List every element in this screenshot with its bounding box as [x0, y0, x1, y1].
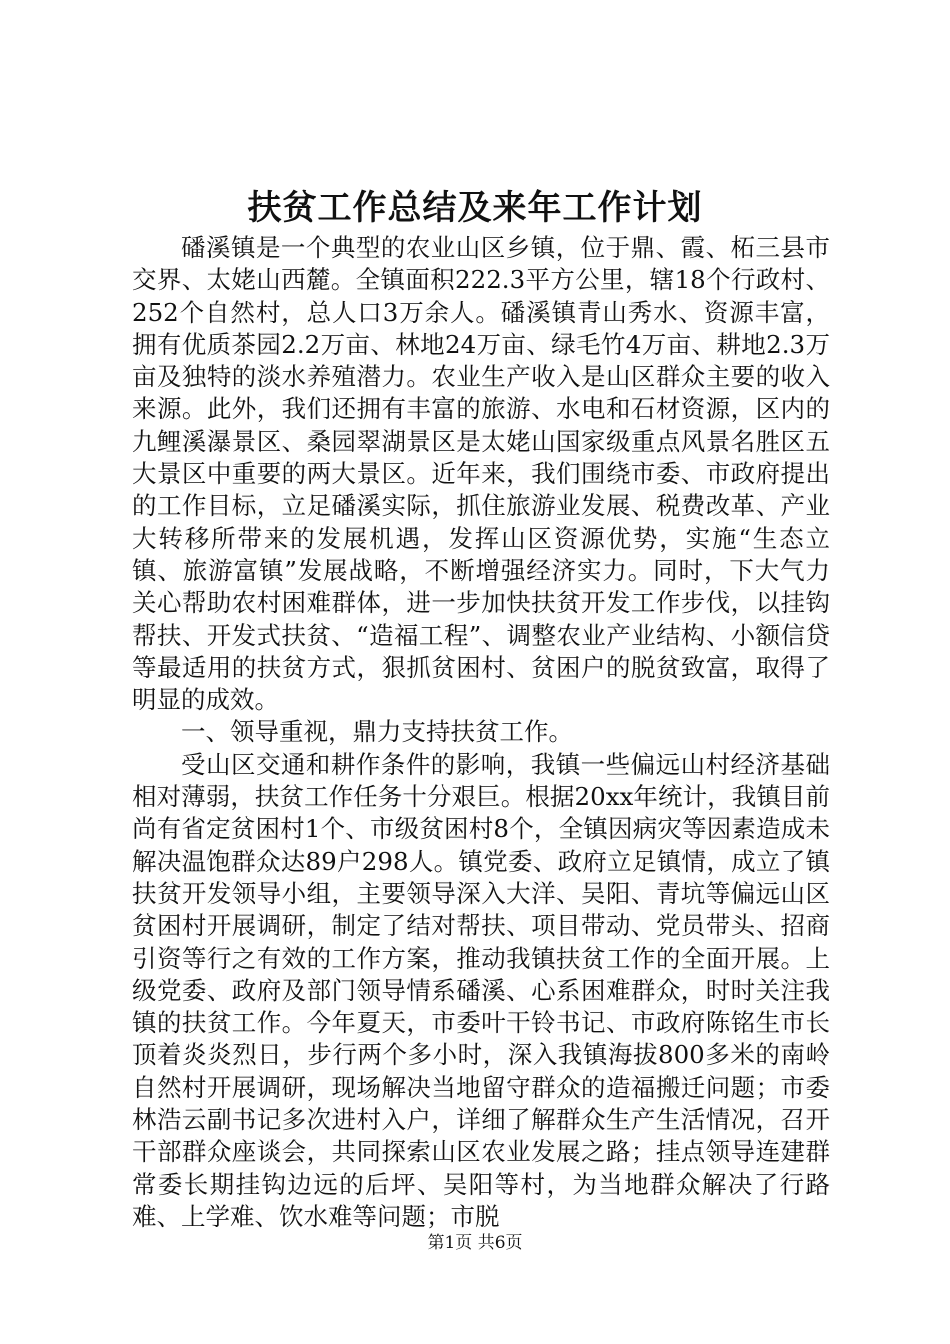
- section-heading-1: 一、领导重视，鼎力支持扶贫工作。: [181, 717, 573, 747]
- page-footer: 第1页 共6页: [427, 1233, 523, 1253]
- document-body: [132, 232, 830, 1233]
- paragraph-section-1: 受山区交通和耕作条件的影响，我镇一些偏远山村经济基础相对薄弱，扶贫工作任务十分艰巨。根据20xx年统计，我镇目前尚有省定贫困村1个、市级贫困村8个，全镇因病灾等因素造成未解决温饱群众达89户298人。镇党委、政府立足镇情，成立了镇扶贫开发领导小组，主要领导深入大洋、吴阳、青坑等偏远山区贫困村开展调研，制定了结对帮扶、项目带动、党员带头、招商引资等行之有效的工作方案，推动我镇扶贫工作的全面开展。上级党委、政府及部门领导情系磻溪、心系困难群众，时时关注我镇的扶贫工作。今年夏天，市委叶干铃书记、市政府陈铭生市长顶着炎炎烈日，步行两个多小时，深入我镇海拔800多米的南岭自然村开展调研，现场解决当地留守群众的造福搬迁问题；市委林浩云副书记多次进村入户，详细了解群众生产生活情况，召开干部群众座谈会，共同探索山区农业发展之路；挂点领导连建群常委长期挂钩边远的后坪、吴阳等村，为当地群众解决了行路难、上学难、饮水难等问题；市脱: [132, 749, 830, 1231]
- paragraph-intro: 磻溪镇是一个典型的农业山区乡镇，位于鼎、霞、柘三县市交界、太姥山西麓。全镇面积222.3平方公里，辖18个行政村、252个自然村，总人口3万余人。磻溪镇青山秀水、资源丰富，拥有优质茶园2.2万亩、林地24万亩、绿毛竹4万亩、耕地2.3万亩及独特的淡水养殖潜力。农业生产收入是山区群众主要的收入来源。此外，我们还拥有丰富的旅游、水电和石材资源，区内的九鲤溪瀑景区、桑园翠湖景区是太姥山国家级重点风景名胜区五大景区中重要的两大景区。近年来，我们围绕市委、市政府提出的工作目标，立足磻溪实际，抓住旅游业发展、税费改革、产业大转移所带来的发展机遇，发挥山区资源优势，实施“生态立镇、旅游富镇”发展战略，不断增强经济实力。同时，下大气力关心帮助农村困难群体，进一步加快扶贫开发工作步伐，以挂钩帮扶、开发式扶贫、“造福工程”、调整农业产业结构、小额信贷等最适用的扶贫方式，狠抓贫困村、贫困户的脱贫致富，取得了明显的成效。: [132, 233, 830, 715]
- document-title: 扶贫工作总结及来年工作计划: [247, 188, 703, 228]
